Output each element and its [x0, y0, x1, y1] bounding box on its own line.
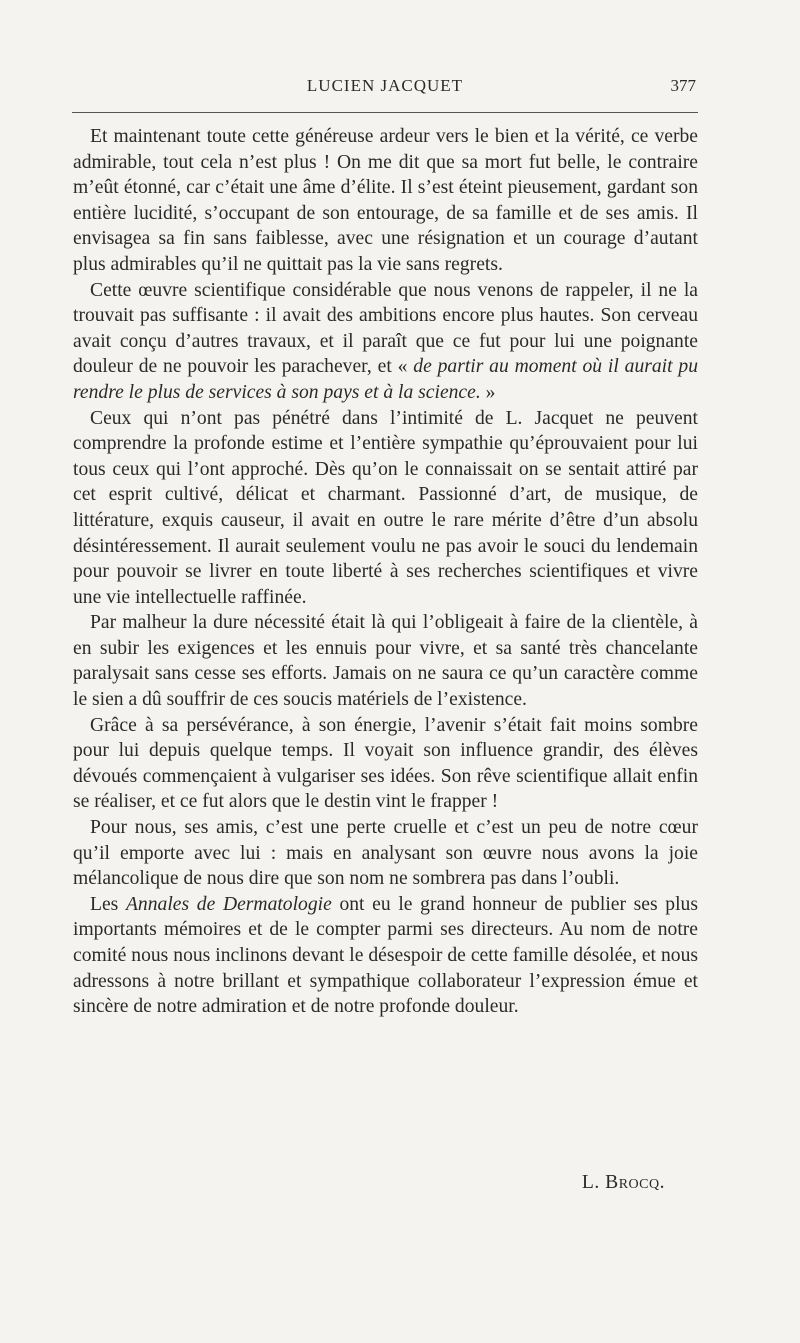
- running-title: LUCIEN JACQUET: [306, 76, 464, 95]
- paragraph-6: Pour nous, ses amis, c’est une perte cruelle et c’est un peu de notre cœur qu’il emporte avec lui : mais en analysant son œuvre nous avons la joie mélancolique de nous dire que son nom ne sombrera pas dans l’oubli.: [73, 817, 698, 890]
- paragraph-4: Par malheur la dure nécessité était là qui l’obligeait à faire de la clientèle, à en subir les exigences et les ennuis pour vivre, et sa santé très chancelante paralysait sans cesse ses efforts. Jamais on ne saura ce qu’un caractère comme le sien a dû souffrir de ces soucis matériels de l’existence.: [73, 612, 698, 711]
- paragraph-7-rest: ont eu le grand honneur de publier ses plus importants mémoires et de le compter parmi ses directeurs. Au nom de notre comité nous nous inclinons devant le désespoir de cette famille désolée, et nous adressons à notre brillant et sympathique collaborateur l’expression émue et sincère de notre admiration et de notre profonde douleur.: [73, 893, 698, 1018]
- paragraph-2: [73, 278, 698, 406]
- paragraph-7-text: Les: [90, 893, 126, 915]
- paragraph-7: [73, 892, 698, 1020]
- paragraph-1: Et maintenant toute cette généreuse ardeur vers le bien et la vérité, ce verbe admirable, tout cela n’est plus ! On me dit que sa mort fut belle, le contraire m’eût étonné, car c’était une âme d’élite. Il s’est éteint pieusement, gardant son entière lucidité, s’occupant de son entourage, de sa famille et de ses amis. Il envisagea sa fin sans faiblesse, avec une résignation et un courage d’autant plus admirables qu’il ne quittait pas la vie sans regrets.: [73, 126, 698, 275]
- journal-title: Annales de Dermatologie: [125, 893, 332, 915]
- paragraph-2-quote: de partir au moment où il aurait pu rendre le plus de services à son pays et à la science.: [73, 356, 698, 403]
- page-number: 377: [670, 76, 696, 95]
- paragraph-5: Grâce à sa persévérance, à son énergie, l’avenir s’était fait moins sombre pour lui depuis quelque temps. Il voyait son influence grandir, des élèves dévoués commençaient à vulgariser ses idées. Son rêve scientifique allait enfin se réaliser, et ce fut alors que le destin vint le frapper !: [73, 714, 698, 813]
- paragraph-3: Ceux qui n’ont pas pénétré dans l’intimité de L. Jacquet ne peuvent comprendre la profonde estime et l’entière sympathie qu’éprouvaient pour lui tous ceux qui l’ont approché. Dès qu’on le connaissait on se sentait attiré par cet esprit cultivé, délicat et charmant. Passionné d’art, de musique, de littérature, exquis causeur, il avait en outre le rare mérite d’être d’un absolu désintéressement. Il aurait seulement voulu ne pas avoir le souci du lendemain pour pouvoir se livrer en toute liberté à ses recherches scientifiques et vivre une vie intellectuelle raffinée.: [73, 407, 698, 608]
- page-header: [72, 72, 698, 113]
- author-signature: L. Brocq.: [581, 1172, 665, 1193]
- paragraph-2-close: »: [480, 381, 496, 403]
- paragraph-2-text: Cette œuvre scientifique considérable que nous venons de rappeler, il ne la trouvait pas suffisante : il avait des ambitions encore plus hautes. Son cerveau avait conçu d’autres travaux, et il paraît que ce fut pour lui une poignante douleur de ne pouvoir les parachever, et «: [73, 279, 698, 378]
- article-body: [73, 124, 698, 1020]
